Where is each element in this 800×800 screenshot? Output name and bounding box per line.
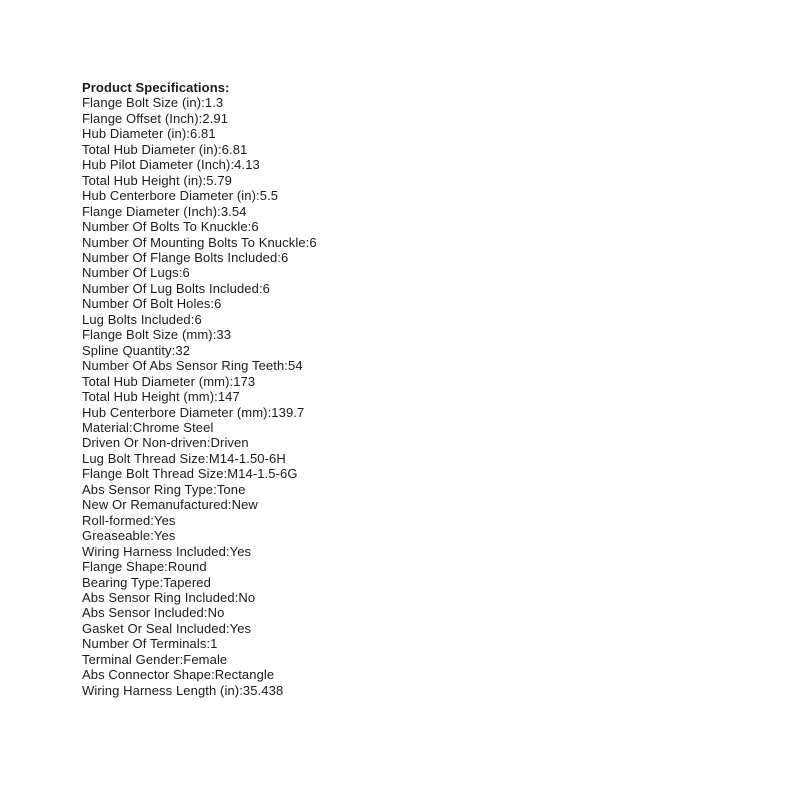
spec-line: Material:Chrome Steel bbox=[82, 419, 214, 435]
spec-line: Gasket Or Seal Included:Yes bbox=[82, 620, 252, 636]
specs-list bbox=[82, 95, 317, 698]
spec-line: Number Of Lugs:6 bbox=[82, 265, 190, 281]
spec-line: Bearing Type:Tapered bbox=[82, 574, 211, 590]
spec-line: Abs Sensor Ring Type:Tone bbox=[82, 481, 246, 497]
spec-line: Number Of Bolts To Knuckle:6 bbox=[82, 219, 259, 235]
spec-line: Hub Pilot Diameter (Inch):4.13 bbox=[82, 157, 260, 173]
spec-line: Hub Centerbore Diameter (mm):139.7 bbox=[82, 404, 305, 420]
spec-line: Roll-formed:Yes bbox=[82, 512, 176, 528]
product-specifications-block bbox=[82, 80, 317, 698]
spec-line: Flange Bolt Thread Size:M14-1.5-6G bbox=[82, 466, 298, 482]
spec-line: Wiring Harness Included:Yes bbox=[82, 543, 252, 559]
spec-line: Flange Bolt Size (in):1.3 bbox=[82, 95, 224, 111]
specs-title: Product Specifications: bbox=[82, 80, 230, 95]
spec-line: Number Of Bolt Holes:6 bbox=[82, 296, 222, 312]
spec-line: Wiring Harness Length (in):35.438 bbox=[82, 682, 284, 698]
spec-line: Number Of Mounting Bolts To Knuckle:6 bbox=[82, 234, 317, 250]
spec-line: Total Hub Height (mm):147 bbox=[82, 389, 240, 405]
spec-line: Greaseable:Yes bbox=[82, 528, 176, 544]
spec-line: Lug Bolts Included:6 bbox=[82, 311, 202, 327]
spec-line: New Or Remanufactured:New bbox=[82, 497, 258, 513]
spec-line: Flange Shape:Round bbox=[82, 559, 207, 575]
spec-line: Hub Centerbore Diameter (in):5.5 bbox=[82, 188, 279, 204]
spec-line: Hub Diameter (in):6.81 bbox=[82, 126, 216, 142]
spec-line: Total Hub Height (in):5.79 bbox=[82, 172, 233, 188]
spec-line: Number Of Lug Bolts Included:6 bbox=[82, 280, 270, 296]
spec-line: Spline Quantity:32 bbox=[82, 342, 191, 358]
spec-line: Flange Offset (Inch):2.91 bbox=[82, 110, 229, 126]
spec-line: Abs Connector Shape:Rectangle bbox=[82, 667, 275, 683]
spec-line: Driven Or Non-driven:Driven bbox=[82, 435, 249, 451]
spec-line: Flange Bolt Size (mm):33 bbox=[82, 327, 232, 343]
spec-line: Terminal Gender:Female bbox=[82, 651, 228, 667]
spec-line: Total Hub Diameter (mm):173 bbox=[82, 373, 256, 389]
spec-line: Lug Bolt Thread Size:M14-1.50-6H bbox=[82, 450, 286, 466]
spec-line: Number Of Terminals:1 bbox=[82, 636, 218, 652]
spec-line: Abs Sensor Included:No bbox=[82, 605, 225, 621]
spec-line: Total Hub Diameter (in):6.81 bbox=[82, 141, 248, 157]
spec-line: Abs Sensor Ring Included:No bbox=[82, 589, 256, 605]
spec-line: Flange Diameter (Inch):3.54 bbox=[82, 203, 247, 219]
spec-line: Number Of Abs Sensor Ring Teeth:54 bbox=[82, 358, 303, 374]
spec-line: Number Of Flange Bolts Included:6 bbox=[82, 249, 289, 265]
